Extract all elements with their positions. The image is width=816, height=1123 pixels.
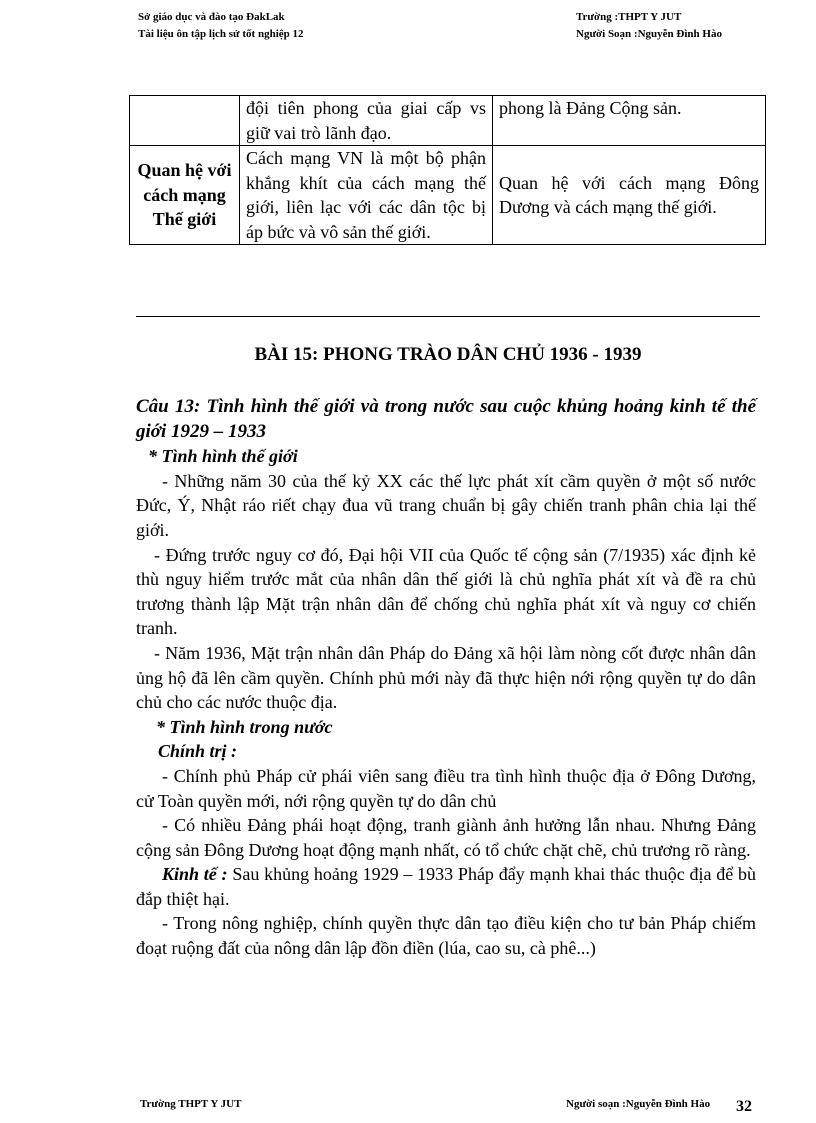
lesson-title: BÀI 15: PHONG TRÀO DÂN CHỦ 1936 - 1939 [254,344,642,365]
lesson-body [136,395,756,961]
paragraph: - Đứng trước nguy cơ đó, Đại hội VII của Quốc tế cộng sản (7/1935) xác định kẻ thù nguy hiểm trước mắt của nhân dân thế giới là chủ nghĩa phát xít và đề ra chủ trương thành lập Mặt trận nhân dân để chống chủ nghĩa phát xít và nguy cơ chiến tranh. [136,544,756,639]
table-cell: phong là Đảng Cộng sản. [493,96,766,146]
paragraph: - Những năm 30 của thế kỷ XX các thế lực phát xít cầm quyền ở một số nước Đức, Ý, Nhật ráo riết chạy đua vũ trang chuẩn bị gây chiến tranh phân chia lại thế giới. [136,470,756,540]
question-title: Câu 13: Tình hình thế giới và trong nước sau cuộc khủng hoảng kinh tế thế giới 1929 – 1933 [136,396,756,442]
economy-paragraph [136,862,756,911]
header-department: Sở giáo dục và đào tạo ĐakLak [138,11,285,23]
paragraph: - Năm 1936, Mặt trận nhân dân Pháp do Đảng xã hội làm nòng cốt được nhân dân ủng hộ đã lên cầm quyền. Chính phủ mới này đã thực hiện nới rộng quyền tự do dân chủ cho các nước thuộc địa. [136,642,756,713]
section-divider [136,316,760,317]
table-cell: Quan hệ với cách mạng Đông Dương và cách mạng thế giới. [493,146,766,245]
paragraph: - Chính phủ Pháp cử phái viên sang điều tra tình hình thuộc địa ở Đông Dương, cử Toàn quyền mới, nới rộng quyền tự do dân chủ [136,765,756,811]
page-number: 32 [736,1098,752,1115]
table-cell: đội tiên phong của giai cấp vs giữ vai trò lãnh đạo. [240,96,493,146]
table-cell: Cách mạng VN là một bộ phận khắng khít của cách mạng thế giới, liên lạc với các dân tộc bị áp bức và vô sản thế giới. [240,146,493,245]
header-author: Người Soạn :Nguyễn Đình Hào [576,28,722,40]
comparison-table [129,95,766,245]
world-heading: * Tình hình thế giới [148,446,298,467]
header-left [138,9,304,43]
header-school: Trường :THPT Y JUT [576,11,682,23]
domestic-heading: * Tình hình trong nước [156,716,333,737]
politics-heading: Chính trị : [158,741,238,762]
header-right [576,9,722,43]
footer-author: Người soạn :Nguyễn Đình Hào [566,1098,711,1110]
economy-heading: Kinh tế : [162,864,228,885]
row-label: Quan hệ với cách mạng Thế giới [130,146,240,245]
paragraph: - Có nhiều Đảng phái hoạt động, tranh giành ảnh hưởng lẫn nhau. Nhưng Đảng cộng sản Đông Dương hoạt động mạnh nhất, có tổ chức chặt chẽ, chủ trương rõ ràng. [136,815,756,860]
paragraph: - Trong nông nghiệp, chính quyền thực dân tạo điều kiện cho tư bản Pháp chiếm đoạt ruộng đất của nông dân lập đồn điền (lúa, cao su, cà phê...) [136,913,756,959]
footer-school: Trường THPT Y JUT [140,1098,242,1110]
table-row [130,96,766,146]
economy-text: Sau khủng hoảng 1929 – 1933 Pháp đẩy mạnh khai thác thuộc địa để bù đắp thiệt hại. [136,864,756,909]
row-label [130,96,240,146]
table-row [130,146,766,245]
header-document-title: Tài liệu ôn tập lịch sử tốt nghiệp 12 [138,28,304,40]
